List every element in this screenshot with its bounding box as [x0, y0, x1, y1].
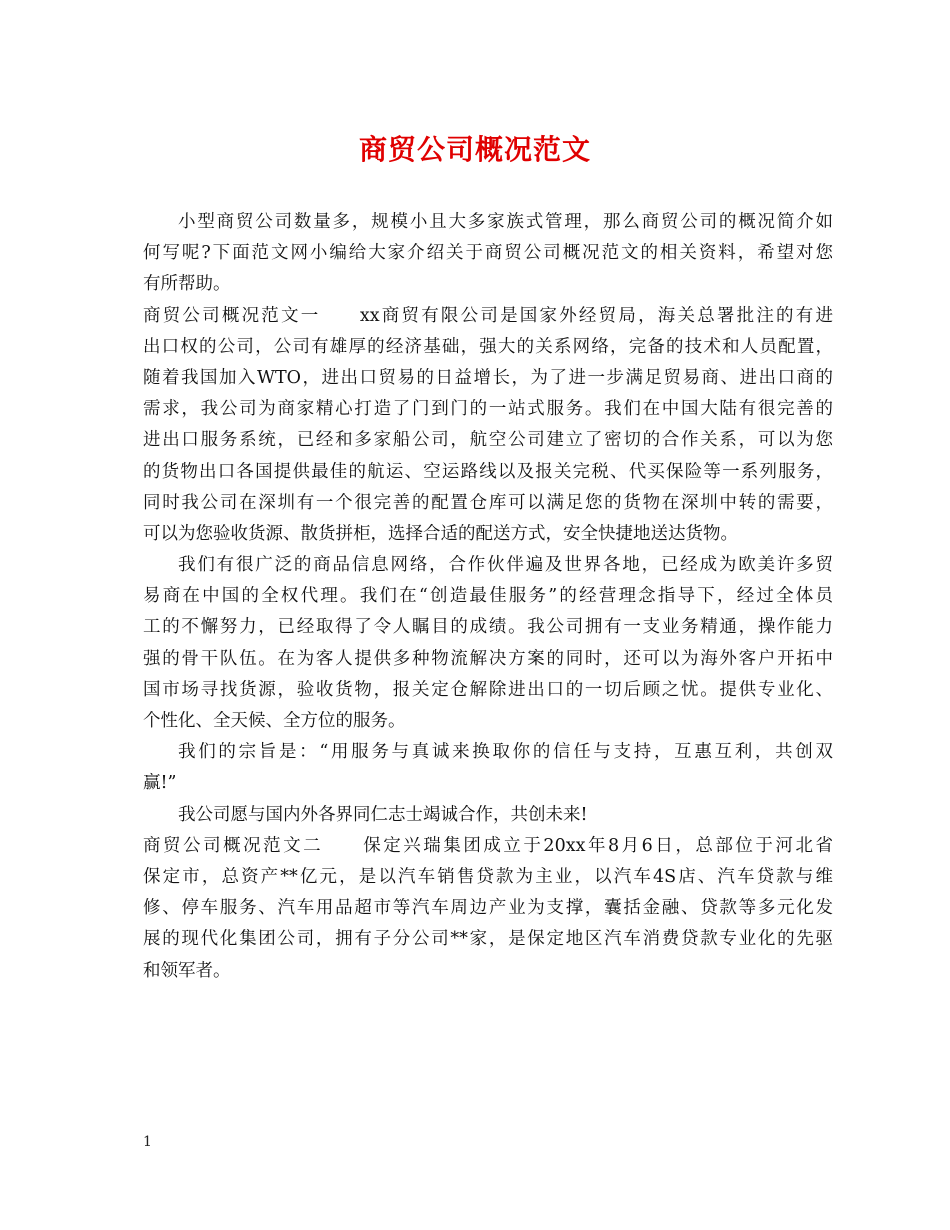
paragraph-line: 赢!”	[143, 773, 177, 794]
document-body	[143, 207, 833, 987]
paragraph-line: 需求，我公司为商家精心打造了门到门的一站式服务。我们在中国大陆有很完善的	[143, 399, 833, 420]
paragraph-line: 可以为您验收货源、散货拼柜，选择合适的配送方式，安全快捷地送达货物。	[143, 523, 738, 544]
paragraph-line: 小型商贸公司数量多，规模小且大多家族式管理，那么商贸公司的概况简介如	[178, 212, 833, 232]
paragraph-line: 易商在中国的全权代理。我们在“创造最佳服务”的经营理念指导下，经过全体员	[143, 586, 833, 607]
paragraph-line: 我们的宗旨是：“用服务与真诚来换取你的信任与支持，互惠互利，共创双	[178, 742, 833, 763]
paragraph-line: 和领军者。	[143, 960, 231, 981]
page-number: 1	[143, 1134, 152, 1150]
paragraph-line: 修、停车服务、汽车用品超市等汽车周边产业为支撑，囊括金融、贷款等多元化发	[143, 898, 833, 919]
paragraph-line: 保定市，总资产**亿元，是以汽车销售贷款为主业，以汽车4S店、汽车贷款与维	[143, 866, 833, 887]
paragraph-line: 有所帮助。	[143, 274, 231, 295]
paragraph-line: 的货物出口各国提供最佳的航运、空运路线以及报关完税、代买保险等一系列服务，	[143, 461, 833, 482]
document-title: 商贸公司概况范文	[358, 133, 591, 166]
paragraph-line: 商贸公司概况范文一 xx商贸有限公司是国家外经贸局，海关总署批注的有进	[143, 305, 833, 326]
paragraph-line: 同时我公司在深圳有一个很完善的配置仓库可以满足您的货物在深圳中转的需要，	[143, 492, 833, 513]
paragraph-line: 工的不懈努力，已经取得了令人瞩目的成绩。我公司拥有一支业务精通，操作能力	[143, 617, 833, 638]
paragraph-line: 我们有很广泛的商品信息网络，合作伙伴遍及世界各地，已经成为欧美许多贸	[178, 555, 833, 576]
paragraph-line: 我公司愿与国内外各界同仁志士竭诚合作，共创未来!	[178, 804, 588, 825]
paragraph-line: 出口权的公司，公司有雄厚的经济基础，强大的关系网络，完备的技术和人员配置，	[143, 336, 833, 357]
paragraph-line: 个性化、全天候、全方位的服务。	[143, 711, 406, 731]
paragraph-line: 进出口服务系统，已经和多家船公司，航空公司建立了密切的合作关系，可以为您	[143, 430, 833, 451]
paragraph-line: 国市场寻找货源，验收货物，报关定仓解除进出口的一切后顾之忧。提供专业化、	[143, 679, 833, 700]
paragraph-line: 何写呢?下面范文网小编给大家介绍关于商贸公司概况范文的相关资料，希望对您	[143, 243, 833, 264]
paragraph-line: 强的骨干队伍。在为客人提供多种物流解决方案的同时，还可以为海外客户开拓中	[143, 648, 833, 669]
paragraph-line: 展的现代化集团公司，拥有子分公司**家，是保定地区汽车消费贷款专业化的先驱	[143, 929, 833, 950]
paragraph-line: 商贸公司概况范文二 保定兴瑞集团成立于20xx年8月6日，总部位于河北省	[143, 835, 833, 856]
paragraph-line: 随着我国加入WTO，进出口贸易的日益增长，为了进一步满足贸易商、进出口商的	[143, 367, 833, 388]
